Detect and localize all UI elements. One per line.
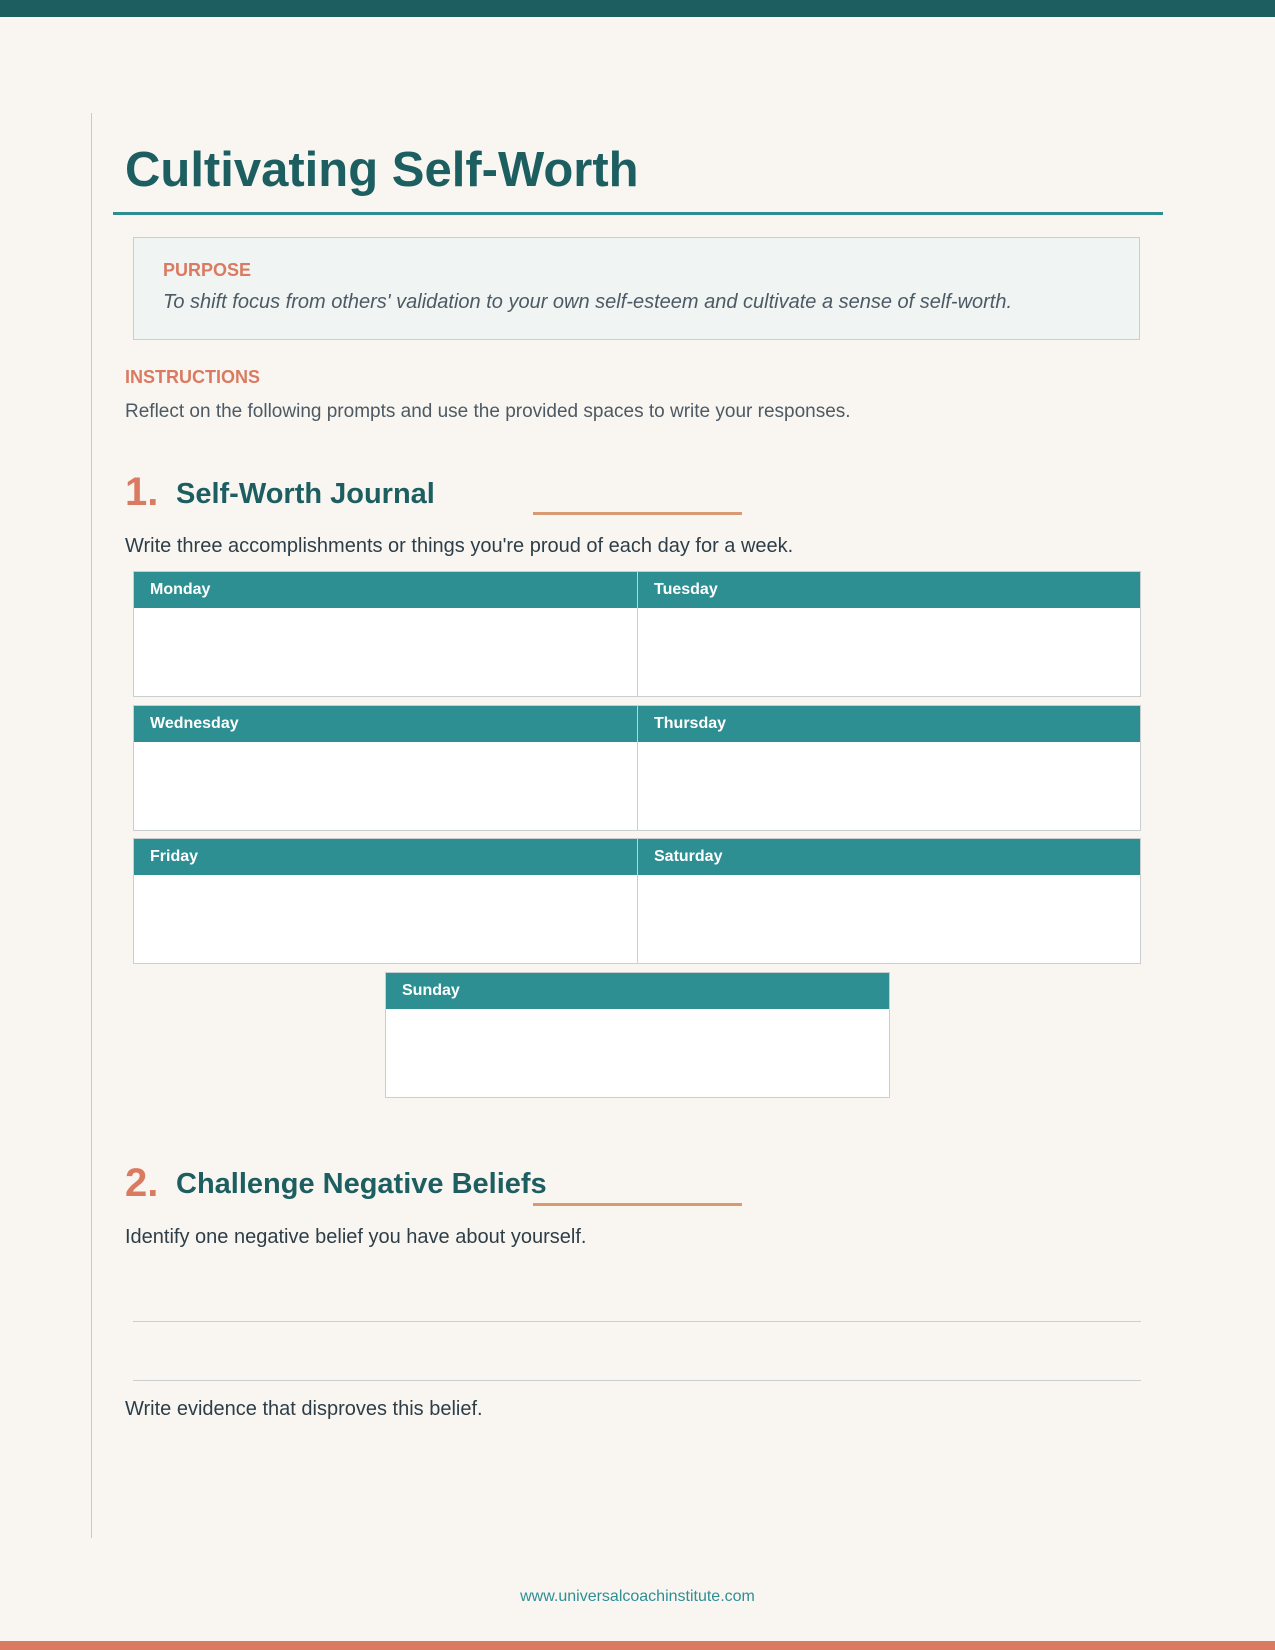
journal-entry-tuesday[interactable] — [638, 572, 1140, 696]
journal-entry-friday[interactable] — [134, 839, 638, 963]
section-2-prompt-2: Write evidence that disproves this belief. — [125, 1398, 483, 1420]
section-1-number: 1. — [125, 470, 159, 514]
journal-entry-thursday[interactable] — [638, 706, 1140, 830]
day-label-thursday: Thursday — [654, 715, 727, 732]
day-label-sunday: Sunday — [402, 982, 460, 999]
section-1-accent-line — [533, 512, 742, 515]
section-1-title: Self-Worth Journal — [176, 478, 435, 510]
section-2-title: Challenge Negative Beliefs — [176, 1168, 547, 1200]
bottom-accent-bar — [0, 1641, 1275, 1650]
page-margin-line — [91, 113, 92, 1538]
day-label-friday: Friday — [150, 848, 199, 865]
day-header — [638, 839, 1140, 875]
section-2-prompt-1: Identify one negative belief you have about yourself. — [125, 1226, 587, 1248]
day-label-saturday: Saturday — [654, 848, 723, 865]
journal-row-1 — [133, 571, 1141, 697]
day-label-monday: Monday — [150, 581, 211, 598]
day-header — [134, 572, 637, 608]
day-header — [134, 706, 637, 742]
journal-row-2 — [133, 705, 1141, 831]
section-2-number: 2. — [125, 1161, 159, 1205]
top-accent-bar — [0, 0, 1275, 17]
journal-entry-wednesday[interactable] — [134, 706, 638, 830]
page-title: Cultivating Self-Worth — [125, 143, 639, 197]
journal-entry-saturday[interactable] — [638, 839, 1140, 963]
instructions-text: Reflect on the following prompts and use the provided spaces to write your responses. — [125, 401, 851, 422]
day-header — [638, 572, 1140, 608]
instructions-label: INSTRUCTIONS — [125, 367, 260, 387]
purpose-label: PURPOSE — [163, 260, 252, 280]
journal-entry-monday[interactable] — [134, 572, 638, 696]
journal-row-4 — [385, 972, 890, 1098]
day-label-wednesday: Wednesday — [150, 715, 239, 732]
purpose-box — [133, 237, 1140, 340]
answer-line[interactable] — [133, 1380, 1141, 1381]
journal-entry-sunday[interactable] — [386, 973, 889, 1097]
footer-website-link[interactable]: www.universalcoachinstitute.com — [520, 1588, 755, 1605]
section-1-description: Write three accomplishments or things you're proud of each day for a week. — [125, 535, 794, 557]
day-header — [386, 973, 889, 1009]
day-label-tuesday: Tuesday — [654, 581, 718, 598]
section-2-accent-line — [533, 1203, 742, 1206]
day-header — [638, 706, 1140, 742]
day-header — [134, 839, 637, 875]
title-divider — [113, 212, 1163, 215]
purpose-text: To shift focus from others' validation to your own self-esteem and cultivate a sense of self-worth. — [163, 291, 1013, 313]
journal-row-3 — [133, 838, 1141, 964]
answer-line[interactable] — [133, 1321, 1141, 1322]
